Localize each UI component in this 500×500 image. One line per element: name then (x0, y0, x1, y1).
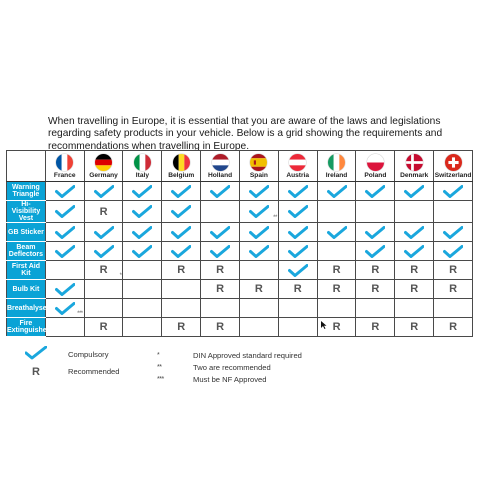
grid-cell (356, 223, 395, 242)
grid-cell (162, 223, 201, 242)
country-name: Switzerland (434, 172, 472, 179)
row-label: Fire Extinguisher (7, 318, 46, 337)
recommended-mark: R (371, 264, 380, 276)
france-flag-icon (56, 154, 73, 171)
legend-note-text: Must be NF Approved (193, 374, 267, 384)
recommended-mark: R (216, 264, 225, 276)
grid-cell (434, 182, 473, 201)
recommended-mark: R (449, 264, 458, 276)
country-name: Denmark (400, 172, 429, 179)
tick-icon (55, 283, 75, 296)
grid-cell (123, 182, 162, 201)
grid-cell (45, 182, 84, 201)
country-header-germany (84, 151, 123, 182)
grid-cell (278, 242, 317, 261)
grid-cell (317, 242, 356, 261)
grid-cell (356, 280, 395, 299)
country-header-holland (201, 151, 240, 182)
denmark-flag-icon (406, 154, 423, 171)
country-header-poland (356, 151, 395, 182)
grid-cell (239, 261, 278, 280)
grid-cell (434, 223, 473, 242)
tick-icon (171, 245, 191, 258)
grid-cell (278, 182, 317, 201)
grid-cell (45, 299, 84, 318)
country-name: Belgium (168, 172, 195, 179)
grid-cell (201, 318, 240, 337)
tick-icon (249, 205, 269, 218)
tick-icon (443, 185, 463, 198)
legend-recommended (18, 363, 120, 380)
recommended-mark: R (410, 264, 419, 276)
requirements-grid (6, 150, 473, 337)
grid-cell (201, 223, 240, 242)
grid-cell (356, 242, 395, 261)
recommended-mark: R (254, 283, 263, 295)
legend-note-stars: *** (157, 375, 164, 383)
country-header-switzerland (434, 151, 473, 182)
mouse-cursor-icon (321, 321, 327, 329)
grid-cell (162, 182, 201, 201)
grid-cell (317, 182, 356, 201)
grid-cell (239, 182, 278, 201)
legend-note (157, 373, 302, 385)
grid-cell (434, 318, 473, 337)
grid-cell (84, 223, 123, 242)
legend-note-stars: * (157, 351, 160, 359)
grid-cell (84, 201, 123, 223)
grid-cell (395, 182, 434, 201)
country-name: Ireland (325, 172, 348, 179)
table-row (7, 182, 473, 201)
grid-cell (434, 201, 473, 223)
recommended-mark: R (332, 321, 341, 333)
legend-note-stars: ** (157, 363, 162, 371)
tick-icon (132, 185, 152, 198)
legend-compulsory (18, 346, 120, 363)
tick-icon (249, 185, 269, 198)
recommended-mark: R (449, 283, 458, 295)
table-row (7, 242, 473, 261)
tick-icon (132, 205, 152, 218)
recommended-mark: R (177, 321, 186, 333)
recommended-mark: R (177, 264, 186, 276)
country-name: Germany (89, 172, 118, 179)
legend-recommended-label: Recommended (68, 367, 120, 376)
grid-cell (123, 299, 162, 318)
grid-cell (395, 261, 434, 280)
grid-cell (395, 223, 434, 242)
legend-notes (157, 349, 302, 385)
grid-cell (239, 242, 278, 261)
table-row (7, 318, 473, 337)
grid-cell (395, 299, 434, 318)
grid-cell (162, 318, 201, 337)
grid-cell (201, 201, 240, 223)
grid-cell (317, 261, 356, 280)
table-row (7, 223, 473, 242)
grid-cell (84, 182, 123, 201)
grid-cell (84, 280, 123, 299)
tick-icon (443, 245, 463, 258)
switzerland-flag-icon (445, 154, 462, 171)
italy-flag-icon (134, 154, 151, 171)
holland-flag-icon (212, 154, 229, 171)
country-name: France (53, 172, 76, 179)
country-header-ireland (317, 151, 356, 182)
grid-cell (317, 280, 356, 299)
legend-recommended-symbol: R (32, 365, 40, 378)
grid-cell (45, 280, 84, 299)
tick-icon (327, 185, 347, 198)
grid-cell (278, 299, 317, 318)
recommended-mark: R (449, 321, 458, 333)
grid-cell (201, 280, 240, 299)
tick-icon (288, 185, 308, 198)
recommended-mark: R (332, 264, 341, 276)
grid-cell (162, 280, 201, 299)
row-label: Warning Triangle (7, 182, 46, 201)
country-header-belgium (162, 151, 201, 182)
grid-cell (84, 299, 123, 318)
legend-note-text: DIN Approved standard required (193, 350, 302, 360)
grid-cell (278, 261, 317, 280)
tick-icon (288, 264, 308, 277)
grid-cell (317, 201, 356, 223)
grid-cell (162, 299, 201, 318)
footnote-marker: * (119, 273, 122, 279)
tick-icon (404, 226, 424, 239)
grid-cell (434, 242, 473, 261)
row-label: First Aid Kit (7, 261, 46, 280)
grid-cell (356, 201, 395, 223)
tick-icon (55, 185, 75, 198)
belgium-flag-icon (173, 154, 190, 171)
intro-paragraph: When travelling in Europe, it is essential that you are aware of the laws and legislations regarding safety products in your vehicle. Below is a grid showing the requirements and recommendations when travelling in Europe. (48, 116, 443, 152)
grid-body (7, 182, 473, 337)
country-header-austria (278, 151, 317, 182)
table-row (7, 280, 473, 299)
grid-cell (162, 242, 201, 261)
tick-icon (210, 226, 230, 239)
recommended-mark: R (99, 321, 108, 333)
recommended-mark: R (371, 321, 380, 333)
country-header-spain (239, 151, 278, 182)
grid-cell (45, 223, 84, 242)
grid-cell (239, 201, 278, 223)
grid-cell (201, 299, 240, 318)
table-row (7, 201, 473, 223)
grid-cell (356, 182, 395, 201)
austria-flag-icon (289, 154, 306, 171)
tick-icon (365, 245, 385, 258)
grid-cell (356, 299, 395, 318)
country-name: Poland (364, 172, 387, 179)
tick-icon (249, 245, 269, 258)
grid-cell (395, 280, 434, 299)
grid-cell (395, 201, 434, 223)
tick-icon (55, 245, 75, 258)
recommended-mark: R (410, 283, 419, 295)
recommended-mark: R (332, 283, 341, 295)
tick-icon (171, 226, 191, 239)
grid-cell (84, 261, 123, 280)
grid-cell (123, 242, 162, 261)
grid-cell (201, 182, 240, 201)
country-name: Austria (286, 172, 310, 179)
tick-icon (210, 185, 230, 198)
country-name: Spain (249, 172, 268, 179)
row-label: Hi-Visibility Vest (7, 201, 46, 223)
recommended-mark: R (293, 283, 302, 295)
grid-cell (317, 223, 356, 242)
grid-cell (434, 299, 473, 318)
tick-icon (404, 185, 424, 198)
grid-cell (395, 318, 434, 337)
tick-icon (55, 226, 75, 239)
recommended-mark: R (410, 321, 419, 333)
tick-icon (288, 205, 308, 218)
country-header-italy (123, 151, 162, 182)
legend-note (157, 361, 302, 373)
tick-icon (288, 245, 308, 258)
recommended-mark: R (99, 264, 108, 276)
grid-cell (317, 299, 356, 318)
grid-cell (239, 223, 278, 242)
tick-icon (132, 226, 152, 239)
footnote-marker: *** (77, 311, 83, 317)
country-name: Holland (207, 172, 233, 179)
tick-icon (18, 346, 54, 363)
tick-icon (210, 245, 230, 258)
country-header-denmark (395, 151, 434, 182)
tick-icon (171, 205, 191, 218)
tick-icon (404, 245, 424, 258)
tick-icon (55, 205, 75, 218)
row-label: Breathalyser (7, 299, 46, 318)
table-row (7, 261, 473, 280)
grid-cell (123, 223, 162, 242)
grid-cell (123, 261, 162, 280)
grid-cell (356, 318, 395, 337)
grid-cell (395, 242, 434, 261)
tick-icon (55, 302, 75, 315)
grid-cell (201, 242, 240, 261)
grid-cell (123, 280, 162, 299)
table-row (7, 299, 473, 318)
grid-cell (278, 201, 317, 223)
tick-icon (288, 226, 308, 239)
grid-cell (123, 318, 162, 337)
tick-icon (94, 245, 114, 258)
tick-icon (327, 226, 347, 239)
tick-icon (365, 226, 385, 239)
recommended-mark: R (371, 283, 380, 295)
poland-flag-icon (367, 154, 384, 171)
tick-icon (94, 226, 114, 239)
tick-icon (171, 185, 191, 198)
country-header-row (7, 151, 473, 182)
tick-icon (365, 185, 385, 198)
ireland-flag-icon (328, 154, 345, 171)
grid-cell (239, 318, 278, 337)
grid-cell (239, 299, 278, 318)
recommended-mark: R (99, 205, 108, 218)
grid-cell (278, 280, 317, 299)
grid-cell (45, 201, 84, 223)
grid-cell (45, 261, 84, 280)
grid-cell (84, 242, 123, 261)
tick-icon (249, 226, 269, 239)
row-label: Bulb Kit (7, 280, 46, 299)
grid-cell (123, 201, 162, 223)
grid-cell (278, 318, 317, 337)
country-header-france (45, 151, 84, 182)
grid-cell (434, 280, 473, 299)
legend-symbols (18, 346, 120, 380)
grid-cell (162, 261, 201, 280)
grid-cell (434, 261, 473, 280)
germany-flag-icon (95, 154, 112, 171)
grid-cell (201, 261, 240, 280)
grid-cell (278, 223, 317, 242)
recommended-mark: R (216, 321, 225, 333)
grid-cell (356, 261, 395, 280)
tick-icon (443, 226, 463, 239)
recommended-mark: R (216, 283, 225, 295)
legend-note (157, 349, 302, 361)
grid-cell (45, 242, 84, 261)
row-label: GB Sticker (7, 223, 46, 242)
spain-flag-icon (250, 154, 267, 171)
legend-note-text: Two are recommended (193, 362, 271, 372)
tick-icon (132, 245, 152, 258)
grid-cell (45, 318, 84, 337)
tick-icon (94, 185, 114, 198)
country-name: Italy (135, 172, 149, 179)
legend-compulsory-label: Compulsory (68, 350, 109, 359)
grid-cell (239, 280, 278, 299)
grid-cell (84, 318, 123, 337)
footnote-marker: ** (273, 214, 277, 221)
header-corner (7, 151, 46, 182)
grid-cell (162, 201, 201, 223)
row-label: Beam Deflectors (7, 242, 46, 261)
